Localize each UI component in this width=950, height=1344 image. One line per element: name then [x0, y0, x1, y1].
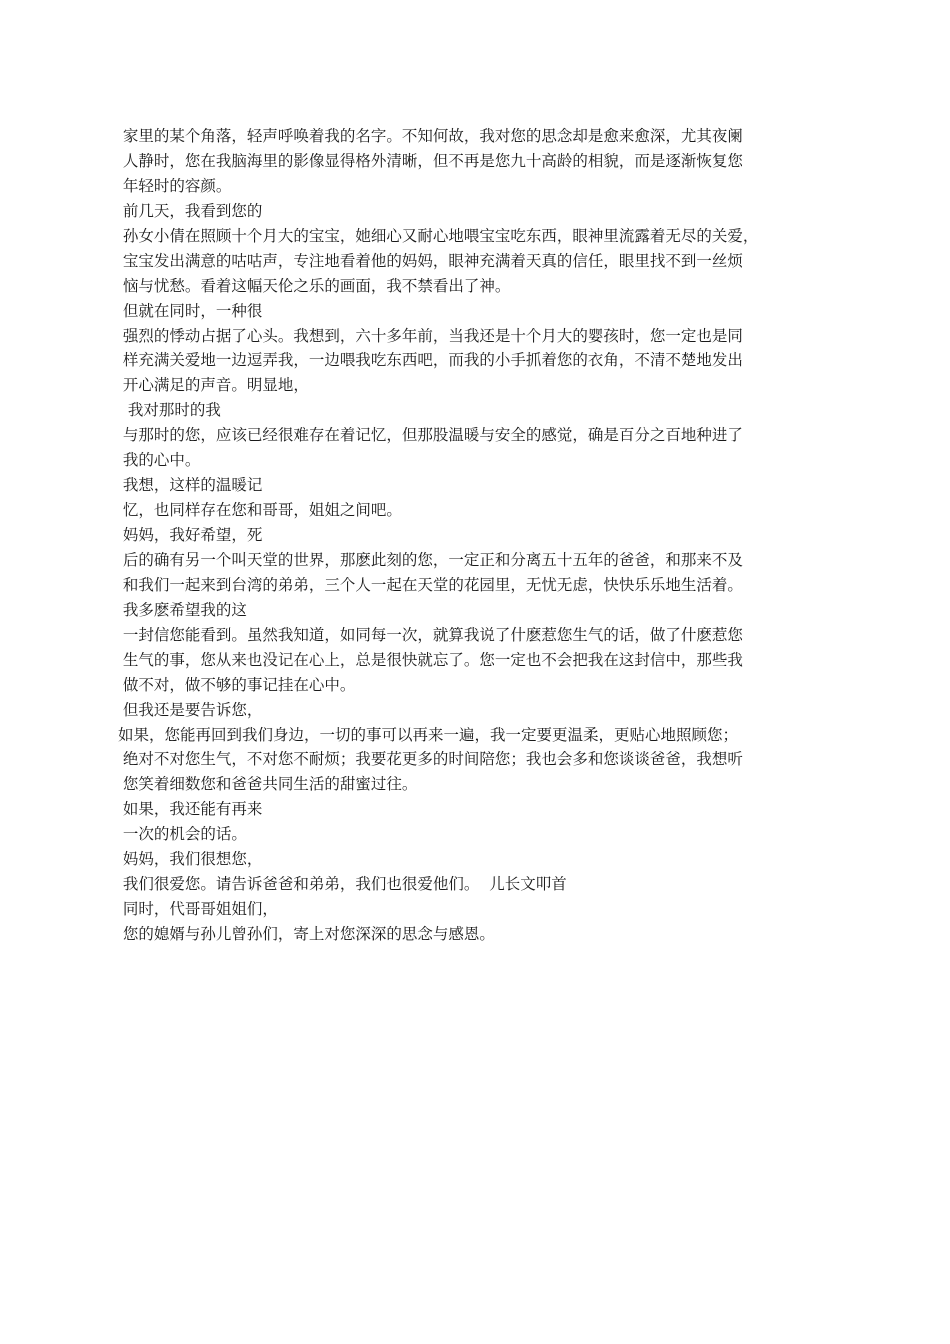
text-line: 后的确有另一个叫天堂的世界，那麽此刻的您，一定正和分离五十五年的爸爸，和那来不及 [118, 550, 743, 569]
text-line: 与那时的您，应该已经很难存在着记忆，但那股温暖与安全的感觉，确是百分之百地种进了 [118, 426, 743, 445]
text-line: 宝宝发出满意的咕咕声，专注地看着他的妈妈，眼神充满着天真的信任，眼里找不到一丝烦 [118, 251, 743, 270]
text-line: 妈妈，我们很想您， [118, 850, 263, 869]
text-line: 同时，代哥哥姐姐们， [118, 900, 278, 919]
letter-body [118, 124, 818, 947]
text-line: 做不对，做不够的事记挂在心中。 [118, 675, 356, 694]
text-line: 年轻时的容颜。 [118, 176, 232, 195]
text-line: 我想，这样的温暖记 [118, 476, 263, 495]
text-line: 样充满关爱地一边逗弄我，一边喂我吃东西吧，而我的小手抓着您的衣角，不清不楚地发出 [118, 351, 743, 370]
text-line: 如果，我还能有再来 [118, 800, 263, 819]
text-line: 绝对不对您生气，不对您不耐烦；我要花更多的时间陪您；我也会多和您谈谈爸爸，我想听 [118, 750, 743, 769]
text-line: 但就在同时，一种很 [118, 301, 263, 320]
text-line: 一次的机会的话。 [118, 825, 247, 844]
text-line: 恼与忧愁。看着这幅天伦之乐的画面，我不禁看出了神。 [118, 276, 511, 295]
text-line: 我们很爱您。请告诉爸爸和弟弟，我们也很爱他们。 儿长文叩首 [118, 875, 567, 894]
text-line: 和我们一起来到台湾的弟弟，三个人一起在天堂的花园里，无忧无虑，快快乐乐地生活着。 [118, 575, 743, 594]
text-line: 您笑着细数您和爸爸共同生活的甜蜜过往。 [118, 775, 418, 794]
text-line: 孙女小倩在照顾十个月大的宝宝，她细心又耐心地喂宝宝吃东西，眼神里流露着无尽的关爱， [118, 226, 759, 245]
text-line: 家里的某个角落，轻声呼唤着我的名字。不知何故，我对您的思念却是愈来愈深，尤其夜阑 [118, 127, 743, 145]
text-line: 但我还是要告诉您， [118, 700, 263, 719]
text-line: 如果，您能再回到我们身边，一切的事可以再来一遍，我一定要更温柔，更贴心地照顾您； [118, 725, 739, 744]
text-line: 人静时，您在我脑海里的影像显得格外清晰，但不再是您九十高龄的相貌，而是逐渐恢复您 [118, 151, 743, 170]
text-line: 我多麽希望我的这 [118, 600, 247, 619]
text-line: 您的媳婿与孙儿曾孙们，寄上对您深深的思念与感恩。 [118, 925, 495, 943]
text-line: 生气的事，您从来也没记在心上，总是很快就忘了。您一定也不会把我在这封信中，那些我 [118, 650, 743, 669]
text-line: 忆，也同样存在您和哥哥，姐姐之间吧。 [118, 501, 402, 520]
text-line: 一封信您能看到。虽然我知道，如同每一次，就算我说了什麽惹您生气的话，做了什麽惹您 [118, 625, 743, 644]
text-line: 开心满足的声音。明显地， [118, 376, 309, 395]
text-line: 强烈的悸动占据了心头。我想到，六十多年前，当我还是十个月大的婴孩时，您一定也是同 [118, 326, 743, 345]
text-line: 我的心中。 [118, 451, 201, 470]
text-line: 妈妈，我好希望，死 [118, 526, 263, 544]
text-line: 我对那时的我 [118, 401, 221, 420]
text-line: 前几天，我看到您的 [118, 201, 263, 220]
